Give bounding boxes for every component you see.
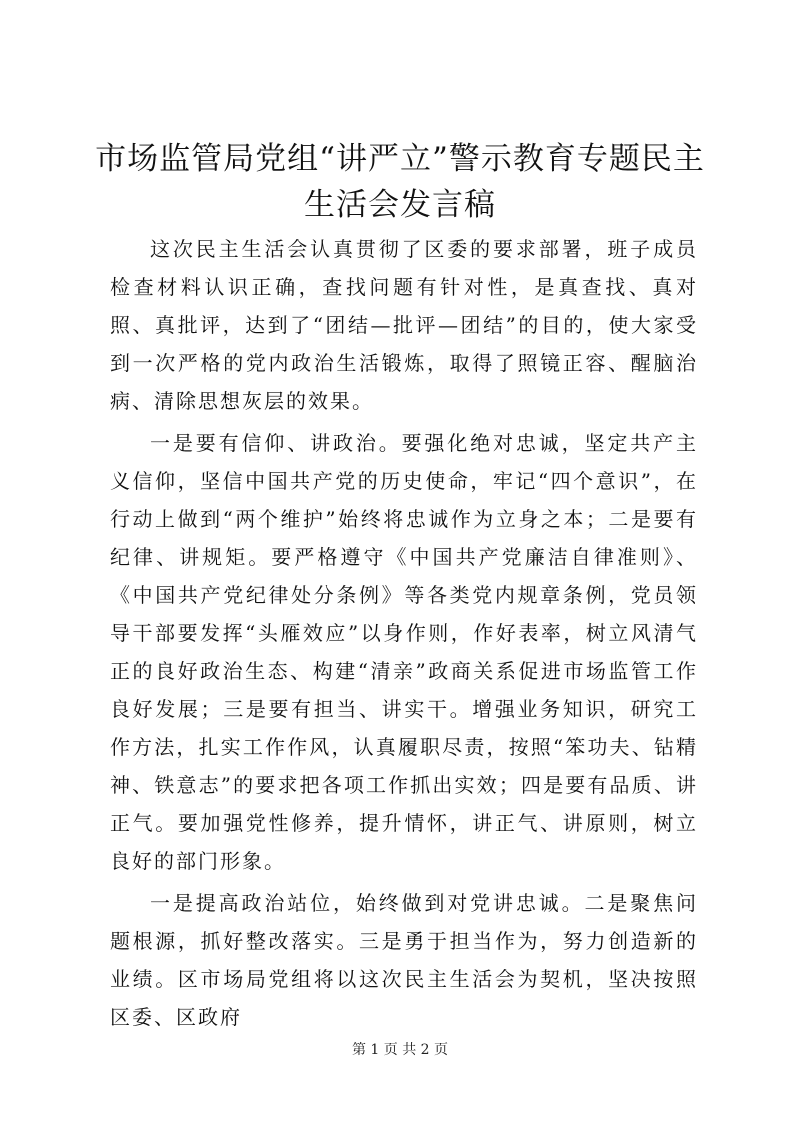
- document-title: 市场监管局党组“讲严立”警示教育专题民主生活会发言稿: [95, 141, 705, 223]
- document-body: [110, 230, 698, 1040]
- paragraph-requirements: 一是要有信仰、讲政治。要强化绝对忠诚，坚定共产主义信仰，坚信中国共产党的历史使命，牢记“四个意识”，在行动上做到“两个维护”始终将忠诚作为立身之本；二是要有纪律、讲规矩。要严格遵守《中国共产党廉洁自律准则》、《中国共产党纪律处分条例》等各类党内规章条例，党员领导干部要发挥“头雁效应”以身作则，作好表率，树立风清气正的良好政治生态、构建“清亲”政商关系促进市场监管工作良好发展；三是要有担当、讲实干。增强业务知识，研究工作方法，扎实工作作风，认真履职尽责，按照“笨功夫、钻精神、铁意志”的要求把各项工作抓出实效；四是要有品质、讲正气。要加强党性修养，提升情怀，讲正气、讲原则，树立良好的部门形象。: [110, 431, 698, 873]
- page-footer: 第 1 页 共 2 页: [351, 1042, 449, 1058]
- paragraph-intro: 这次民主生活会认真贯彻了区委的要求部署，班子成员检查材料认识正确，查找问题有针对性，是真查找、真对照、真批评，达到了“团结—批评—团结”的目的，使大家受到一次严格的党内政治生活锻炼，取得了照镜正容、醒脑治病、清除思想灰层的效果。: [110, 237, 698, 413]
- paragraph-measures: 一是提高政治站位，始终做到对党讲忠诚。二是聚焦问题根源，抓好整改落实。三是勇于担当作为，努力创造新的业绩。区市场局党组将以这次民主生活会为契机，坚决按照区委、区政府: [110, 891, 698, 1029]
